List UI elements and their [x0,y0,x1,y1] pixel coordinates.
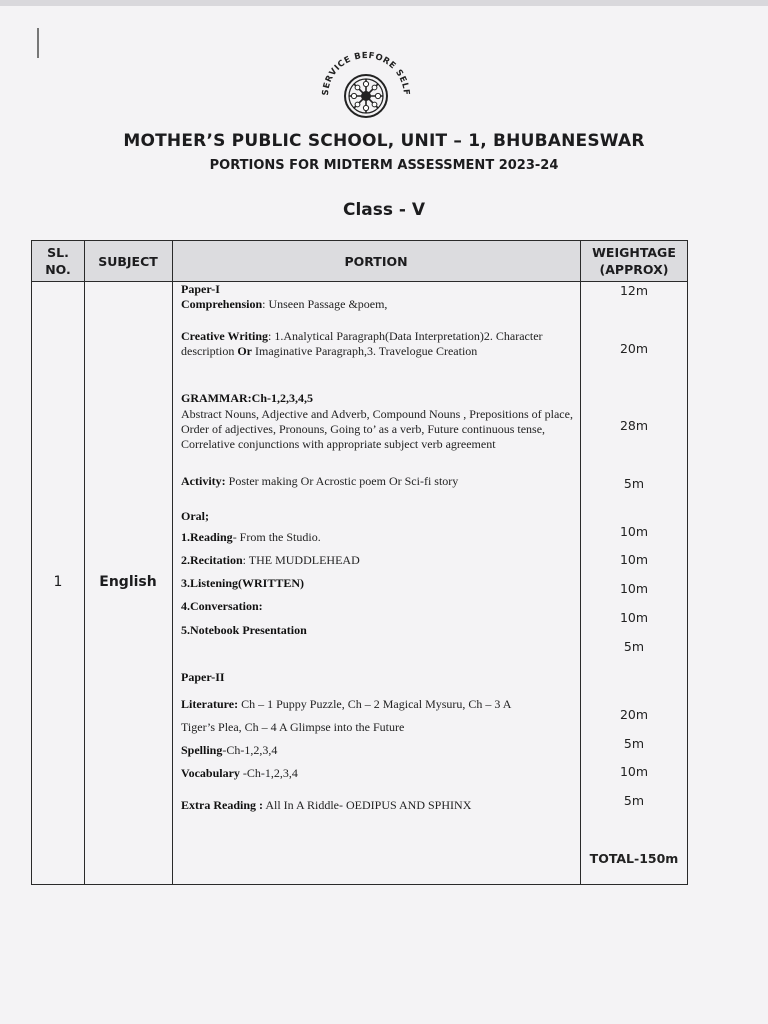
weight-grammar: 28m [619,418,649,433]
weight-extra-reading: 5m [623,793,645,808]
grammar-topics: Abstract Nouns, Adjective and Adverb, Compound Nouns , Prepositions of place, Order of adjectives, Pronouns, Going to’ as a verb, Future continuous tense, Correlative conjunctions with appropriate subject verb agreement [181,407,573,451]
weight-total: TOTAL-150m [589,851,679,866]
weight-vocabulary: 10m [619,764,649,779]
weight-creative-writing: 20m [619,341,649,356]
weight-comprehension: 12m [619,283,649,298]
oral-heading: Oral; [181,509,209,523]
weight-notebook: 5m [623,639,645,654]
header-weightage: WEIGHTAGE (APPROX) [592,245,676,277]
header-subject: SUBJECT [98,253,158,269]
paper-2-heading: Paper-II [181,670,225,684]
oral-conversation-line: 4.Conversation: [181,599,263,613]
row-subject: English [99,574,157,590]
oral-reading-line: 1.Reading- From the Studio. [181,530,321,544]
weight-activity: 5m [623,476,645,491]
literature-line-2: Tiger’s Plea, Ch – 4 A Glimpse into the Future [181,720,405,734]
weight-literature: 20m [619,707,649,722]
weight-spelling: 5m [623,736,645,751]
column-divider [84,241,85,884]
emblem-motto: SERVICE BEFORE SELF [320,50,412,97]
activity-line: Activity: Poster making Or Acrostic poem Or Sci-fi story [181,474,459,488]
oral-recitation-line: 2.Recitation: THE MUDDLEHEAD [181,553,360,567]
vocabulary-line: Vocabulary -Ch-1,2,3,4 [181,766,298,780]
weight-listening: 10m [619,581,649,596]
header-sl-no: SL. NO. [45,245,71,277]
creative-writing-line: Creative Writing: 1.Analytical Paragraph(Data Interpretation)2. Character description Or Imaginative Paragraph,3. Travelogue Creation [181,329,543,358]
school-emblem-logo [316,44,416,124]
scan-mark [37,28,39,58]
scan-top-edge [0,0,768,6]
column-divider [172,241,173,884]
portions-table [31,240,688,885]
oral-notebook-line: 5.Notebook Presentation [181,623,307,637]
assessment-subtitle: PORTIONS FOR MIDTERM ASSESSMENT 2023-24 [209,158,559,173]
class-heading: Class - V [342,200,426,220]
grammar-heading: GRAMMAR:Ch-1,2,3,4,5 [181,391,313,405]
row-serial-number: 1 [53,574,63,590]
comprehension-line: Comprehension: Unseen Passage &poem, [181,297,388,311]
weight-conversation: 10m [619,610,649,625]
weight-reading: 10m [619,524,649,539]
paper-1-heading: Paper-I [181,282,220,296]
weight-recitation: 10m [619,552,649,567]
header-portion: PORTION [344,253,408,269]
spelling-line: Spelling-Ch-1,2,3,4 [181,743,278,757]
extra-reading-line: Extra Reading : All In A Riddle- OEDIPUS AND SPHINX [181,798,472,812]
school-name-heading: MOTHER’S PUBLIC SCHOOL, UNIT – 1, BHUBANESWAR [123,131,645,151]
literature-line-1: Literature: Ch – 1 Puppy Puzzle, Ch – 2 Magical Mysuru, Ch – 3 A [181,697,512,711]
oral-listening-line: 3.Listening(WRITTEN) [181,576,305,590]
